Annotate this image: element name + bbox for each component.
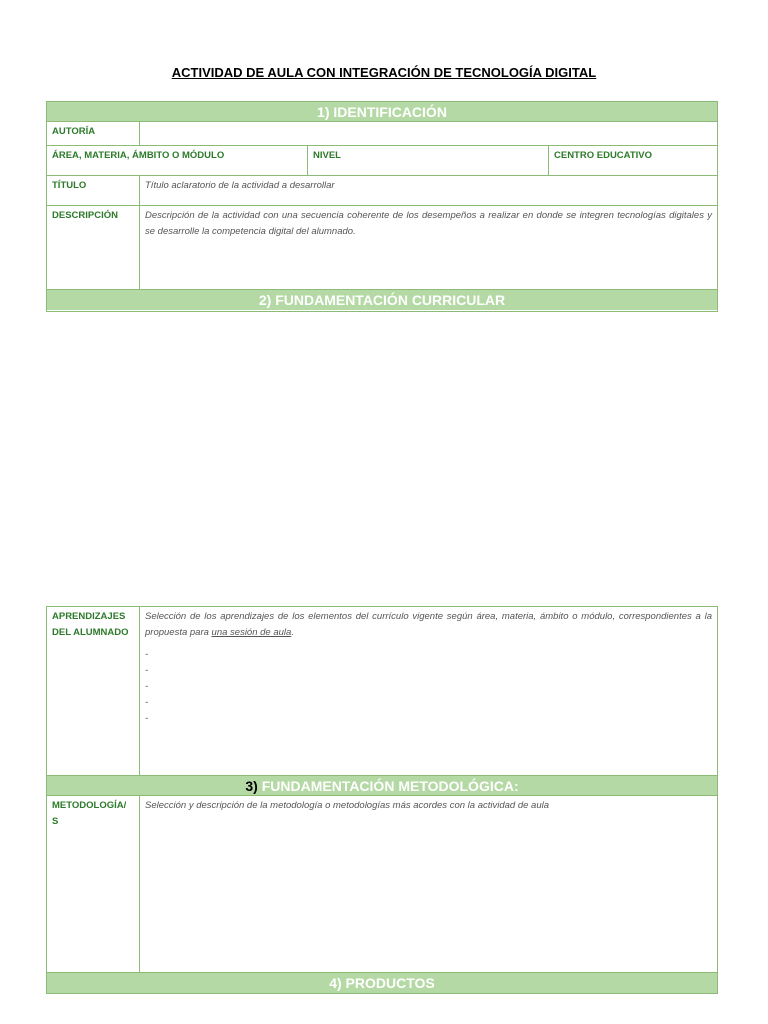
section2-banner: 2) FUNDAMENTACIÓN CURRICULAR xyxy=(47,290,717,310)
identification-table xyxy=(46,101,718,312)
autoria-label: AUTORÍA xyxy=(47,122,140,145)
section1-banner: 1) IDENTIFICACIÓN xyxy=(47,102,717,122)
metodologia-label: METODOLOGÍA/ S xyxy=(47,796,140,972)
area-label: ÁREA, MATERIA, ÁMBITO O MÓDULO xyxy=(47,146,308,175)
aprendizajes-label: APRENDIZAJES DEL ALUMNADO xyxy=(47,607,140,775)
centro-label: CENTRO EDUCATIVO xyxy=(554,150,652,161)
aprendizajes-underlined: una sesión de aula xyxy=(211,627,292,638)
titulo-label: TÍTULO xyxy=(47,176,140,205)
section4-banner: 4) PRODUCTOS xyxy=(47,973,717,993)
bullet-item: - xyxy=(145,713,149,724)
bullet-item: - xyxy=(145,697,149,708)
descripcion-row xyxy=(47,206,717,290)
bullet-item: - xyxy=(145,665,149,676)
document-title xyxy=(0,65,768,80)
aprendizajes-text: Selección de los aprendizajes de los elementos del currículo vigente según área, materia, ámbito o módulo, correspondientes a la propuesta para xyxy=(145,611,712,638)
titulo-row xyxy=(47,176,717,206)
area-row xyxy=(47,146,717,176)
metodologia-field[interactable]: Selección y descripción de la metodología o metodologías más acordes con la actividad de aula xyxy=(145,800,549,811)
autoria-field[interactable] xyxy=(140,122,717,145)
bullet-item: - xyxy=(145,681,149,692)
aprendizajes-bullets xyxy=(145,647,712,727)
section3-banner xyxy=(47,776,717,796)
descripcion-field[interactable]: Descripción de la actividad con una secuencia coherente de los desempeños a realizar en donde se integren tecnologías digitales y se desarrolle la competencia digital del alumnado. xyxy=(145,210,712,237)
aprendizajes-field[interactable] xyxy=(140,607,717,775)
aprendizajes-text-end: . xyxy=(291,627,294,638)
autoria-row xyxy=(47,122,717,146)
section3-banner-number: 3) xyxy=(245,778,258,794)
descripcion-label: DESCRIPCIÓN xyxy=(47,206,140,289)
document-title-text: ACTIVIDAD DE AULA CON INTEGRACIÓN DE TECNOLOGÍA DIGITAL xyxy=(171,65,597,80)
nivel-label: NIVEL xyxy=(308,146,549,175)
titulo-field[interactable]: Título aclaratorio de la actividad a desarrollar xyxy=(145,180,335,191)
aprendizajes-row xyxy=(47,607,717,776)
curriculum-table xyxy=(46,606,718,994)
metodologia-row xyxy=(47,796,717,973)
bullet-item: - xyxy=(145,649,149,660)
section3-banner-text: FUNDAMENTACIÓN METODOLÓGICA: xyxy=(257,778,519,794)
